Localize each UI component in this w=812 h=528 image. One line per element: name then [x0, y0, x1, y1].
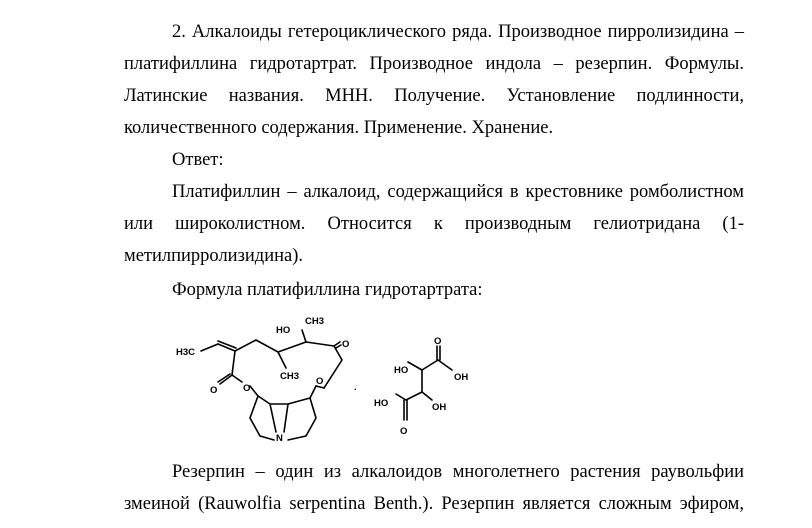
formula-label: O [400, 426, 408, 437]
text-line: или широколистном. Относится к производным гелиотридана (1- [124, 214, 744, 234]
formula-label: HO [394, 365, 409, 376]
platyphylline-hydrotartrate-formula [170, 300, 500, 455]
text-line: 2. Алкалоиды гетероциклического ряда. Производное пирролизидина – [172, 22, 744, 42]
formula-label: O [210, 385, 218, 396]
formula-label: O [316, 376, 324, 387]
text-line: Латинские названия. МНН. Получение. Установление подлинности, [124, 86, 744, 106]
formula-label: N [276, 433, 283, 444]
formula-caption: Формула платифиллина гидротартрата: [172, 280, 483, 300]
text-line: метилпирролизидина). [124, 246, 303, 266]
text-line: Платифиллин – алкалоид, содержащийся в крестовнике ромболистном [172, 182, 744, 202]
formula-label: O [243, 383, 251, 394]
formula-label: HO [374, 398, 389, 409]
text-line: количественного содержания. Применение. Хранение. [124, 118, 554, 138]
text-line: платифиллина гидротартрат. Производное индола – резерпин. Формулы. [124, 54, 744, 74]
formula-label: O [342, 339, 350, 350]
text-line: Ответ: [172, 150, 224, 170]
text-line: Резерпин – один из алкалоидов многолетнего растения раувольфии [172, 462, 744, 482]
structural-formula-svg [170, 300, 500, 455]
formula-label: CH3 [280, 371, 300, 382]
formula-label: HO [276, 325, 291, 336]
formula-label: O [434, 336, 442, 347]
text-line: змеиной (Rauwolfia serpentina Benth.). Резерпин является сложным эфиром, [124, 494, 744, 514]
formula-label: CH3 [305, 316, 325, 327]
formula-label: OH [454, 372, 469, 383]
formula-label: H3C [176, 347, 196, 358]
formula-label: OH [432, 402, 447, 413]
salt-separator: . [354, 382, 357, 393]
